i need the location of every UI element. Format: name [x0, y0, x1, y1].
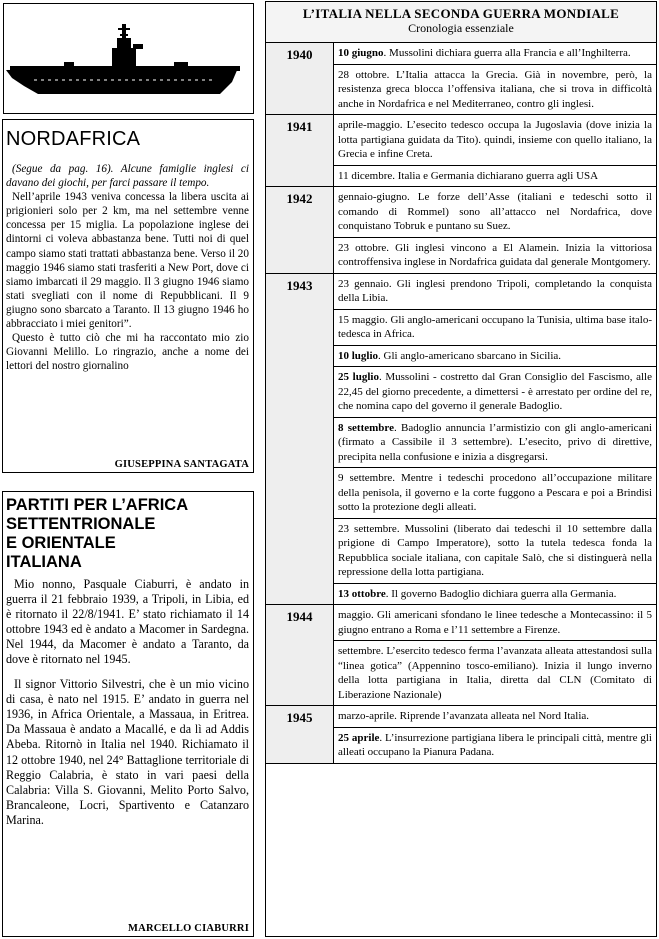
event-text: 11 dicembre. Italia e Germania dichiarano guerra agli USA [338, 169, 599, 182]
event-entry [334, 728, 656, 763]
event-text: 15 maggio. Gli anglo-americani occupano la Tunisia, ultima base italo-tedesca in Africa. [338, 313, 652, 340]
event-text: aprile-maggio. L’esecito tedesco occupa la Jugoslavia (dove inizia la lotta partigiana guidata da Tito). quindi, insieme con quello italiano, la Grecia e infine Creta. [338, 119, 652, 160]
event-text: . L’insurrezione partigiana libera le principali città, mentre gli alleati occupano la Pianura Padana. [338, 731, 652, 758]
author-signature: MARCELLO CIABURRI [128, 923, 249, 934]
year-entries [334, 115, 656, 186]
event-text: . Badoglio annuncia l’armistizio con gli anglo-americani (firmato a Cassibile il 3 settembre). L’esecito, privo di direttive, precipita nella confusione e inizia a disgregarsi. [338, 421, 653, 463]
year-cell: 1943 [266, 274, 334, 605]
year-entries [334, 43, 656, 114]
year-cell: 1942 [266, 187, 334, 273]
year-block [266, 706, 656, 764]
event-entry [334, 605, 656, 641]
event-entry [334, 641, 656, 705]
event-text: 23 settembre. Mussolini (liberato dai tedeschi il 10 settembre dalla prigione di Campo Imperatore), sotto la tutela tedesca fonda la Repubblica sociale italiana, con capitale Salò, che si distinguerà nella repressione della lotta partigiana. [338, 522, 652, 578]
year-entries [334, 187, 656, 273]
event-text: settembre. L’esercito tedesco ferma l’avanzata alleata attestandosi sulla “linea gotica” (Appennino tosco-emiliano). Inizia il lungo inverno della lotta partigiana in Italia, diretta dal CLN (Comitato di Liberazione Nazionale) [338, 645, 652, 701]
author-signature: GIUSEPPINA SANTAGATA [114, 459, 249, 470]
year-block [266, 187, 656, 274]
event-entry [334, 367, 656, 418]
event-entry [334, 346, 656, 368]
year-block [266, 274, 656, 606]
event-text: . Gli anglo-americano sbarcano in Sicilia. [378, 349, 562, 362]
event-entry [334, 43, 656, 65]
event-text: 28 ottobre. L’Italia attacca la Grecia. Già in novembre, però, la resistenza greca blocca l’offensiva italiana, che si trova in difficoltà anche in Nordafrica e nel Mediterraneo, contro gli inglesi. [338, 68, 652, 110]
year-entries [334, 274, 656, 605]
article-paragraph: Nell’aprile 1943 veniva concessa la libera uscita ai prigionieri solo per 2 km, ma nel settembre venne concessa per 15 miglia. La popolazione inglese dei dintorni ci voleva abbastanza bene. Tutti noi di quel campo siamo stati trattati abbastanza bene. Verso il 20 maggio 1946 siamo stati trasferiti a New Port, dove ci siamo imbarcati il 29 maggio. Il 3 giugno 1946 siamo stati svegliati con il nome di Repubblicani. Il 9 giugno sono sbarcato a Taranto. Il 13 giugno 1946 ho abbracciato i miei genitori”. [6, 191, 249, 331]
aircraft-carrier-illustration [4, 4, 253, 113]
year-block [266, 43, 656, 115]
event-date: 8 settembre [338, 421, 394, 434]
year-cell: 1944 [266, 605, 334, 705]
article-paragraph: (Segue da pag. 16). Alcune famiglie inglesi ci davano dei giochi, per farci passare il tempo. [6, 163, 249, 190]
event-text: 9 settembre. Mentre i tedeschi procedono all’occupazione militare della penisola, il governo e la corte fuggono a Pescara e poi a Brindisi sotto la protezione degli alleati. [338, 472, 652, 513]
chronology-header [266, 2, 656, 43]
year-entries [334, 605, 656, 705]
event-text: 23 ottobre. Gli inglesi vincono a El Alamein. Inizia la vittoriosa controffensiva inglese in Nordafrica guidata dal generale Montgomery. [338, 241, 652, 268]
event-entry [334, 274, 656, 310]
article-paragraph: Questo è tutto ciò che mi ha raccontato mio zio Giovanni Melillo. Lo ringrazio, anche a nome dei lettori del nostro giornalino [6, 332, 249, 373]
event-entry [334, 310, 656, 346]
event-date: 10 luglio [338, 349, 379, 362]
year-cell: 1941 [266, 115, 334, 186]
chronology-title: L’ITALIA NELLA SECONDA GUERRA MONDIALE [302, 6, 620, 21]
event-text: . Mussolini - costretto dal Gran Consiglio del Fascismo, alle 22,45 del giorno precedente, a dimettersi - è arrestato per ordine del re, che nomina capo del governo il generale Badoglio. [338, 371, 652, 412]
event-entry [334, 418, 656, 469]
event-date: 25 aprile [338, 731, 380, 744]
year-block [266, 115, 656, 187]
event-text: . Il governo Badoglio dichiara guerra alla Germania. [385, 587, 617, 600]
event-text: 23 gennaio. Gli inglesi prendono Tripoli, completando la conquista della Libia. [338, 277, 652, 304]
event-entry [334, 65, 656, 115]
article-paragraph: Il signor Vittorio Silvestri, che è un mio vicino di casa, è nato nel 1915. E’ andato in guerra nel 1936, in Africa Orientale, a Massaua, in Eritrea. Da Massaua è andato a Macallé, e da lì ad Addis Abeba. Ritornò in Italia nel 1940. Richiamato il 12 ottobre 1940, nel 24° Battaglione territoriale di Reggio Calabria, è stato in vari paesi della Calabria: Villa S. Giovanni, Melito Porto Salvo, Brancaleone, Locri, Spartivento e Catanzaro Marina. [6, 677, 249, 827]
partiti-article [2, 491, 254, 937]
year-cell: 1945 [266, 706, 334, 763]
event-text: marzo-aprile. Riprende l’avanzata alleata nel Nord Italia. [338, 710, 590, 722]
ship-illustration-box [3, 3, 254, 114]
event-entry [334, 706, 656, 728]
article-title: PARTITI PER L’AFRICA SETTENTRIONALE E ORIENTALE ITALIANA [6, 496, 189, 571]
event-entry [334, 166, 656, 187]
event-text: gennaio-giugno. Le forze dell’Asse (italiani e tedeschi sotto il comando di Rommel) sono all’attacco nel Nordafrica, dove conquistano Tobruk e puntano su Suez. [338, 191, 652, 232]
event-entry [334, 238, 656, 273]
event-entry [334, 115, 656, 166]
year-cell: 1940 [266, 43, 334, 114]
event-date: 10 giugno [338, 47, 384, 59]
article-title: NORDAFRICA [6, 128, 141, 150]
event-text: . Mussolini dichiara guerra alla Francia e all’Inghilterra. [383, 47, 631, 59]
nordafrica-article [2, 119, 254, 473]
chronology-table [265, 1, 657, 937]
event-date: 25 luglio [338, 371, 379, 383]
event-entry [334, 519, 656, 584]
article-paragraph: Mio nonno, Pasquale Ciaburri, è andato in guerra il 21 febbraio 1939, a Tripoli, in Libia, ed è ritornato il 22/8/1941. E’ stato richiamato il 14 ottobre 1943 ed è andato a Macomer in Sardegna. Nel 1944, da Macomer è andato a Taranto, da dove è ritornato nel 1945. [6, 577, 249, 667]
event-entry [334, 468, 656, 519]
chronology-body [266, 43, 656, 764]
year-block [266, 605, 656, 706]
chronology-subtitle: Cronologia essenziale [408, 21, 514, 35]
year-entries [334, 706, 656, 763]
event-entry [334, 187, 656, 238]
event-entry [334, 584, 656, 605]
event-date: 13 ottobre [338, 587, 386, 600]
event-text: maggio. Gli americani sfondano le linee tedesche a Montecassino: il 5 giugno entrano a Roma e l’11 settembre a Firenze. [338, 609, 652, 636]
